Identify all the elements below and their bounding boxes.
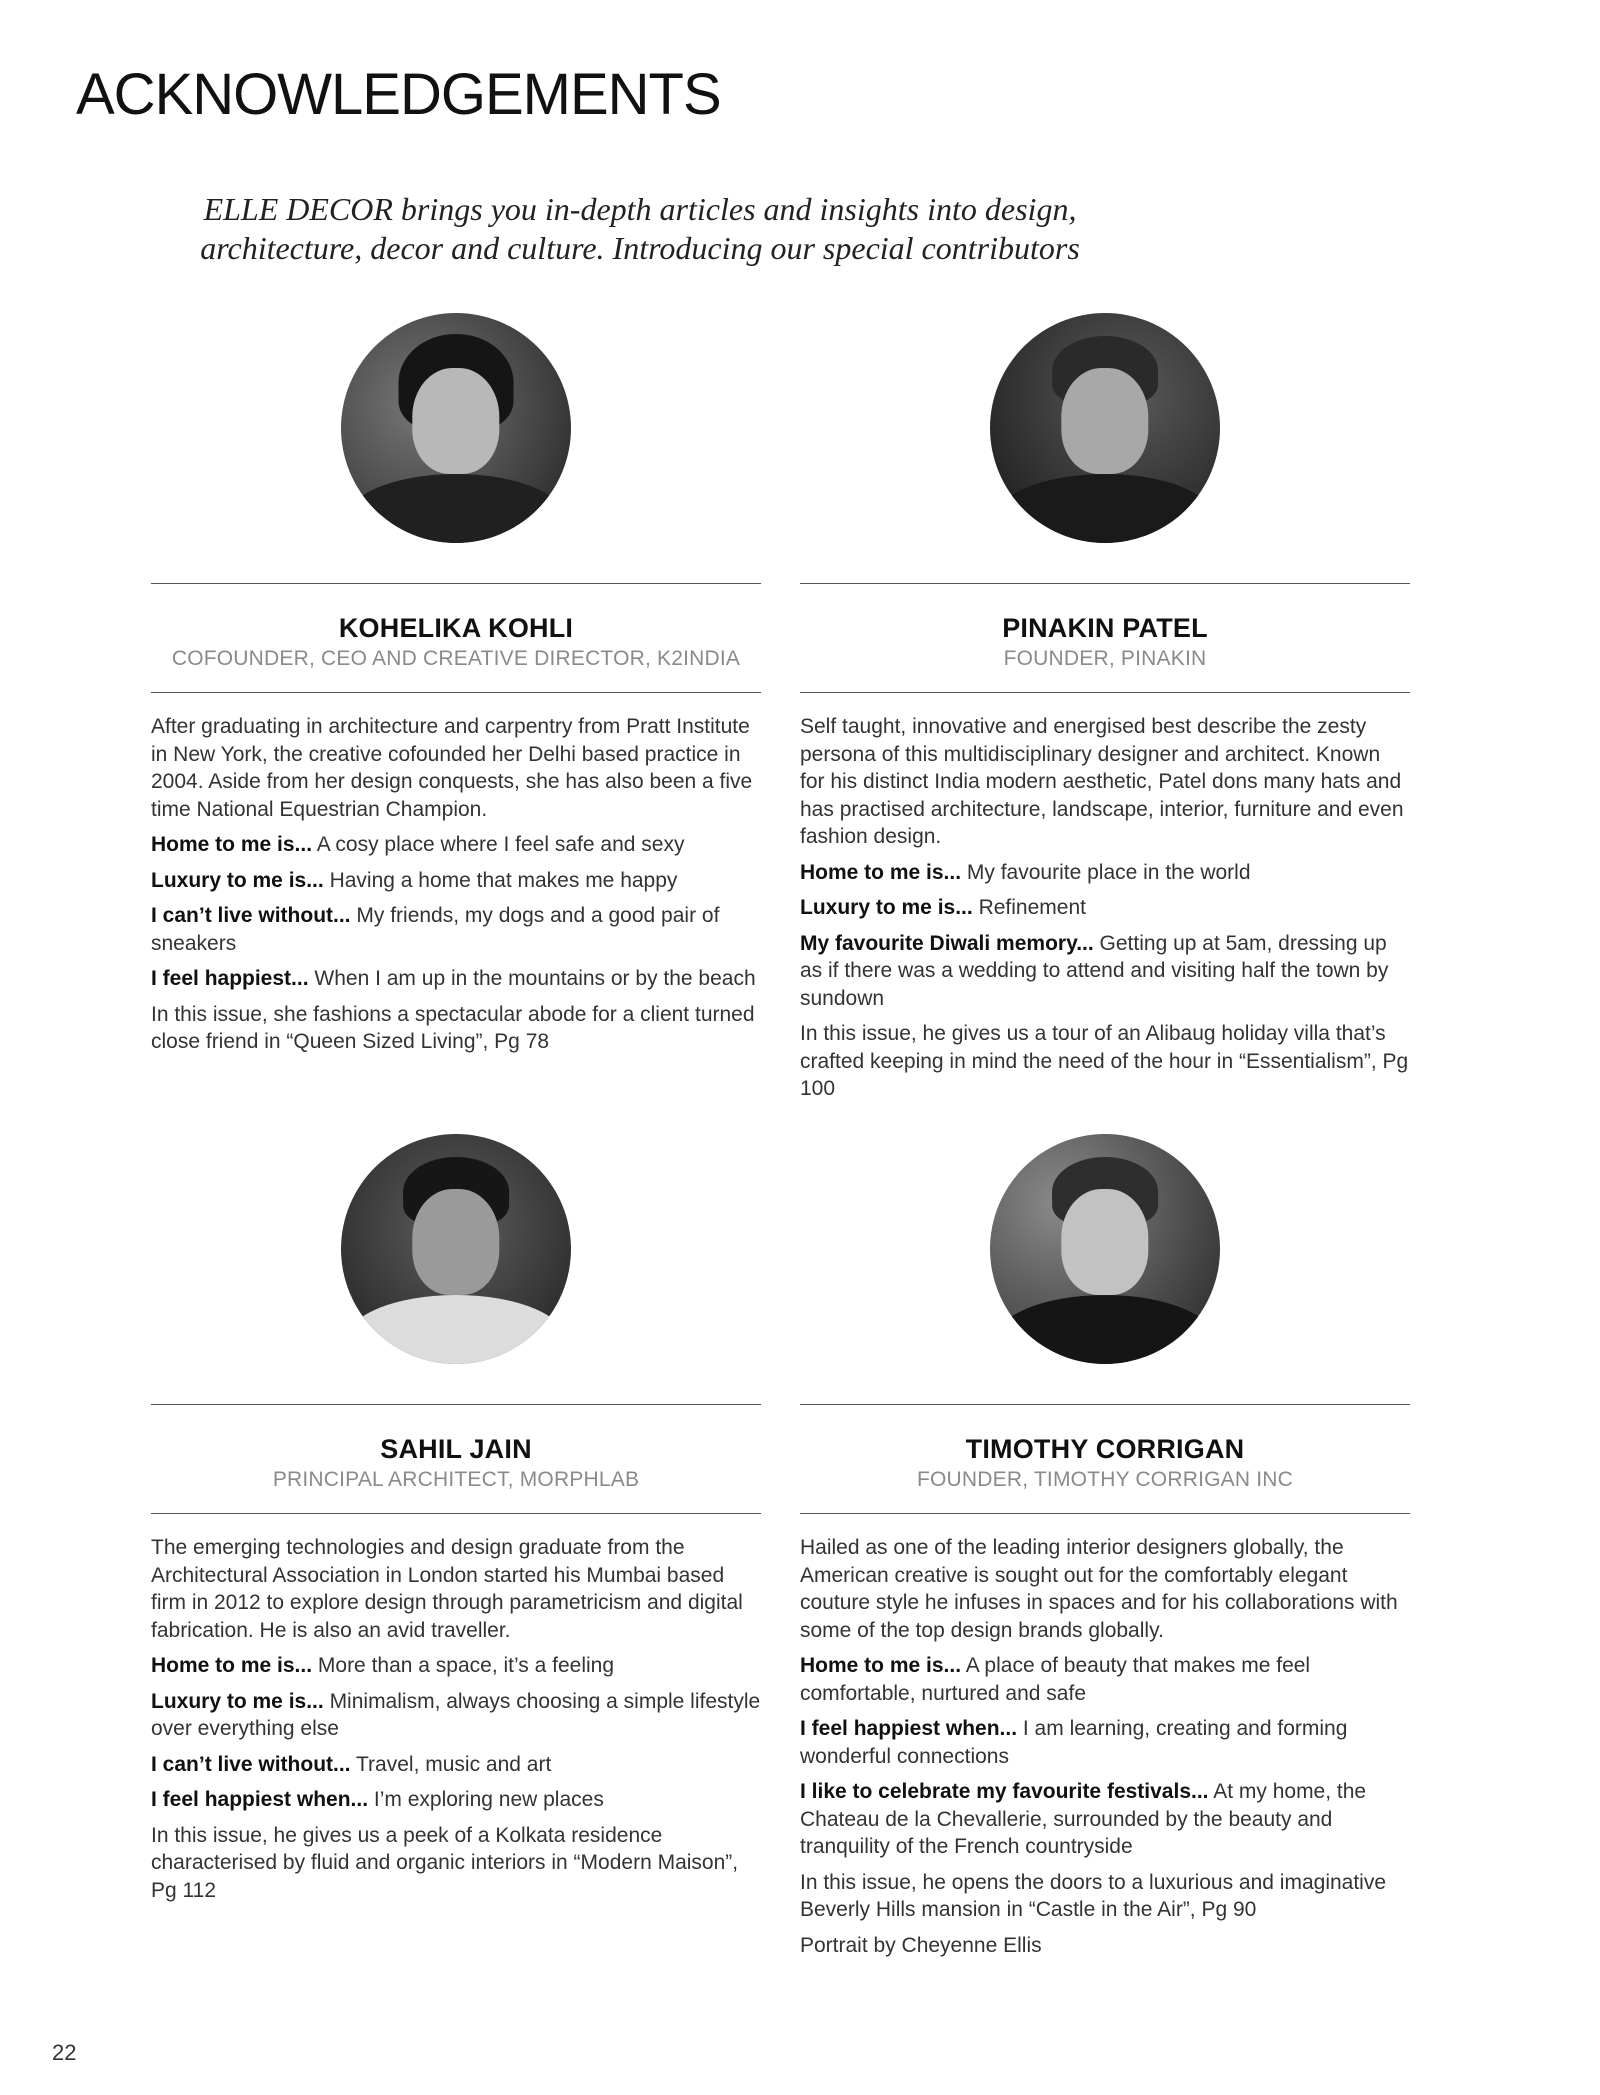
qa-question: Luxury to me is... — [151, 1689, 324, 1713]
contributor-role: COFOUNDER, CEO AND CREATIVE DIRECTOR, K2INDIA — [171, 647, 741, 670]
contributor-bio: Hailed as one of the leading interior designers globally, the American creative is sought out for the comfortably elegant couture style he infuses in spaces and for his collaborations with some of the top design brands globally. — [800, 1536, 1398, 1642]
qa-item — [151, 965, 761, 993]
qa-item — [151, 902, 761, 957]
issue-reference: In this issue, she fashions a spectacular abode for a client turned close friend in “Queen Sized Living”, Pg 78 — [151, 1002, 755, 1053]
qa-question: I like to celebrate my favourite festivals... — [800, 1780, 1209, 1803]
contributor-card-sahil-jain — [151, 1134, 761, 1912]
qa-answer: Getting up at 5am, dressing up as if there was a wedding to attend and visiting half the town by sundown — [800, 931, 1389, 1010]
qa-question: Luxury to me is... — [151, 868, 324, 892]
intro-line: ELLE DECOR brings you in-depth articles and insights into design, — [203, 191, 1077, 227]
contributor-card-pinakin-patel — [800, 313, 1410, 1111]
qa-item — [151, 1751, 761, 1779]
qa-answer: A place of beauty that makes me feel comfortable, nurtured and safe — [800, 1654, 1311, 1705]
qa-item — [800, 930, 1410, 1013]
qa-item — [151, 1652, 761, 1680]
qa-item — [151, 831, 761, 859]
issue-reference: In this issue, he gives us a peek of a Kolkata residence characterised by fluid and organic interiors in “Modern Maison”, Pg 112 — [151, 1823, 739, 1902]
qa-item — [800, 1652, 1410, 1707]
qa-answer: Refinement — [978, 896, 1086, 919]
contributor-name: SAHIL JAIN — [380, 1434, 532, 1464]
qa-item — [800, 894, 1410, 922]
qa-question: Home to me is... — [800, 860, 962, 884]
contributor-bio-section — [800, 1534, 1410, 1959]
divider — [800, 1404, 1410, 1405]
qa-question: I feel happiest when... — [800, 1717, 1018, 1740]
qa-item — [800, 1778, 1410, 1861]
contributor-portrait — [990, 313, 1220, 543]
qa-answer: Travel, music and art — [356, 1752, 552, 1776]
contributor-name: PINAKIN PATEL — [1002, 613, 1208, 643]
qa-answer: I am learning, creating and forming wonderful connections — [800, 1717, 1348, 1768]
photo-credit: Portrait by Cheyenne Ellis — [800, 1933, 1042, 1957]
qa-item — [151, 867, 761, 895]
contributor-portrait — [341, 1134, 571, 1364]
qa-answer: My friends, my dogs and a good pair of sneakers — [151, 904, 720, 955]
intro-text — [150, 190, 1130, 268]
qa-item — [800, 1715, 1410, 1770]
divider — [151, 692, 761, 693]
contributor-bio: After graduating in architecture and carpentry from Pratt Institute in New York, the creative cofounded her Delhi based practice in 2004. Aside from her design conquests, she has also been a five time National Equestrian Champion. — [151, 715, 753, 821]
divider — [151, 1404, 761, 1405]
contributor-bio-section — [151, 1534, 761, 1904]
issue-reference: In this issue, he opens the doors to a luxurious and imaginative Beverly Hills mansion in “Castle in the Air”, Pg 90 — [800, 1870, 1387, 1921]
qa-answer: Minimalism, always choosing a simple lifestyle over everything else — [151, 1689, 761, 1740]
contributor-bio-section — [800, 713, 1410, 1103]
intro-line: architecture, decor and culture. Introducing our special contributors — [200, 230, 1080, 266]
contributor-role: FOUNDER, PINAKIN — [1003, 647, 1207, 670]
qa-answer: When I am up in the mountains or by the beach — [314, 967, 756, 990]
qa-answer: A cosy place where I feel safe and sexy — [316, 833, 685, 856]
qa-item — [800, 859, 1410, 887]
contributor-bio: The emerging technologies and design graduate from the Architectural Association in London started his Mumbai based firm in 2012 to explore design through parametricism and digital fabrication. He is also an avid traveller. — [151, 1536, 743, 1642]
qa-question: I can’t live without... — [151, 904, 351, 927]
page-number: 22 — [52, 2040, 77, 2065]
contributor-bio: Self taught, innovative and energised best describe the zesty persona of this multidisciplinary designer and architect. Known for his distinct India modern aesthetic, Patel dons many hats and has practised architecture, landscape, interior, furniture and even fashion design. — [800, 715, 1404, 848]
contributor-card-kohelika-kohli — [151, 313, 761, 1064]
qa-question: Luxury to me is... — [800, 896, 973, 919]
divider — [151, 1513, 761, 1514]
contributor-name: KOHELIKA KOHLI — [338, 613, 574, 643]
qa-question: My favourite Diwali memory... — [800, 931, 1094, 955]
contributor-role: PRINCIPAL ARCHITECT, MORPHLAB — [272, 1468, 640, 1491]
divider — [151, 583, 761, 584]
qa-question: I feel happiest... — [151, 967, 309, 990]
contributor-name: TIMOTHY CORRIGAN — [965, 1434, 1245, 1464]
issue-reference: In this issue, he gives us a tour of an Alibaug holiday villa that’s crafted keeping in mind the need of the hour in “Essentialism”, Pg 100 — [800, 1022, 1409, 1100]
qa-question: Home to me is... — [151, 1654, 313, 1677]
qa-question: Home to me is... — [151, 833, 313, 856]
qa-answer: My favourite place in the world — [966, 860, 1251, 884]
page-title: ACKNOWLEDGEMENTS — [76, 62, 721, 127]
divider — [800, 1513, 1410, 1514]
qa-question: I can’t live without... — [151, 1752, 351, 1776]
divider — [800, 583, 1410, 584]
qa-item — [151, 1688, 761, 1743]
contributor-portrait — [341, 313, 571, 543]
contributor-card-timothy-corrigan — [800, 1134, 1410, 1967]
qa-answer: At my home, the Chateau de la Chevallerie, surrounded by the beauty and tranquility of the French countryside — [800, 1780, 1367, 1858]
qa-question: I feel happiest when... — [151, 1788, 369, 1811]
qa-answer: Having a home that makes me happy — [329, 868, 678, 892]
qa-answer: I’m exploring new places — [373, 1788, 604, 1811]
contributor-role: FOUNDER, TIMOTHY CORRIGAN INC — [916, 1468, 1294, 1491]
contributor-portrait — [990, 1134, 1220, 1364]
qa-answer: More than a space, it’s a feeling — [317, 1654, 615, 1677]
contributor-bio-section — [151, 713, 761, 1056]
qa-item — [151, 1786, 761, 1814]
divider — [800, 692, 1410, 693]
qa-question: Home to me is... — [800, 1654, 962, 1677]
